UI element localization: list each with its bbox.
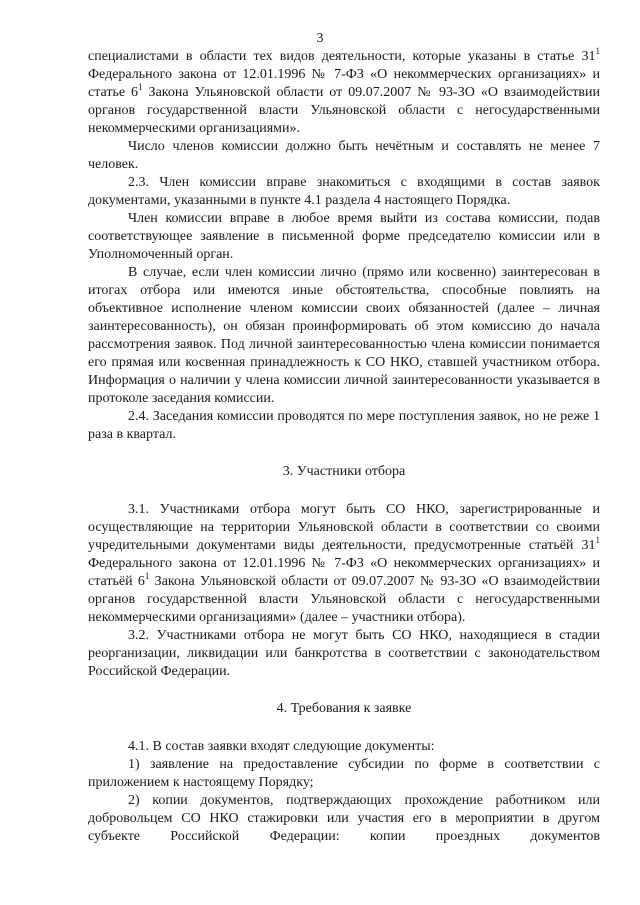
superscript-article-index: 1 bbox=[138, 82, 143, 92]
superscript-article-index: 1 bbox=[595, 46, 600, 56]
document-body bbox=[88, 48, 600, 846]
list-item-application: 1) заявление на предоставление субсидии по форме в соответствии с приложением к настоящему Порядку; bbox=[88, 757, 600, 790]
paragraph-4-1: 4.1. В состав заявки входят следующие документы: bbox=[128, 739, 435, 754]
paragraph-2-3: 2.3. Член комиссии вправе знакомиться с входящими в состав заявок документами, указанными в пункте 4.1 раздела 4 настоящего Порядка. bbox=[88, 175, 600, 208]
section-4-heading: 4. Требования к заявке bbox=[276, 701, 412, 716]
list-item-document-copies: 2) копии документов, подтверждающих прохождение работником или добровольцем СО НКО стажировки или участия его в мероприятии в другом субъекте Российской Федерации: копии проездных документов bbox=[88, 793, 600, 844]
paragraph-commission-specialists: специалистами в области тех видов деятельности, которые указаны в статье $31^1$ Федерального закона от 12.01.1996 № 7-ФЗ «О некоммерческих организациях» и статье $6^1$ Закона Ульяновской области от 09.07.2007 № 93-ЗО «О взаимодействии органов государственной власти Ульяновской области с негосударственными некоммерческими организациями». bbox=[88, 46, 600, 136]
page-number: 3 bbox=[316, 31, 324, 46]
paragraph-personal-interest: В случае, если член комиссии лично (прямо или косвенно) заинтересован в итогах отбора или имеются иные обстоятельства, способные повлиять на объективное исполнение членом комиссии своих обязанностей (далее – личная заинтересованность), он обязан проинформировать об этом комиссию до начала рассмотрения заявок. Под личной заинтересованностью члена комиссии понимается его прямая или косвенная принадлежность к СО НКО, ставшей участником отбора. Информация о наличии у члена комиссии личной заинтересованности указывается в протоколе заседания комиссии. bbox=[88, 265, 600, 406]
paragraph-member-withdrawal: Член комиссии вправе в любое время выйти из состава комиссии, подав соответствующее заявление в письменной форме председателю комиссии или в Уполномоченный орган. bbox=[88, 211, 600, 262]
superscript-article-index: 1 bbox=[595, 535, 600, 545]
superscript-article-index: 1 bbox=[144, 571, 150, 581]
paragraph-2-4: 2.4. Заседания комиссии проводятся по мере поступления заявок, но не реже 1 раза в квартал. bbox=[88, 409, 600, 442]
paragraph-3-2: 3.2. Участниками отбора не могут быть СО НКО, находящиеся в стадии реорганизации, ликвидации или банкротства в соответствии с законодательством Российской Федерации. bbox=[88, 628, 600, 679]
section-3-heading: 3. Участники отбора bbox=[282, 464, 406, 479]
paragraph-3-1: 3.1. Участниками отбора могут быть СО НКО, зарегистрированные и осуществляющие на территории Ульяновской области в соответствии со своими учредительными документами виды деятельности, предусмотренные статьёй $31^1$ Федерального закона от 12.01.1996 № 7-ФЗ «О некоммерческих организациях» и статьёй $6^1$ Закона Ульяновской области от 09.07.2007 № 93-ЗО «О взаимодействии органов государственной власти Ульяновской области с негосударственными некоммерческими организациями» (далее – участники отбора). bbox=[88, 502, 600, 625]
paragraph-member-count: Число членов комиссии должно быть нечётным и составлять не менее 7 человек. bbox=[88, 139, 600, 172]
